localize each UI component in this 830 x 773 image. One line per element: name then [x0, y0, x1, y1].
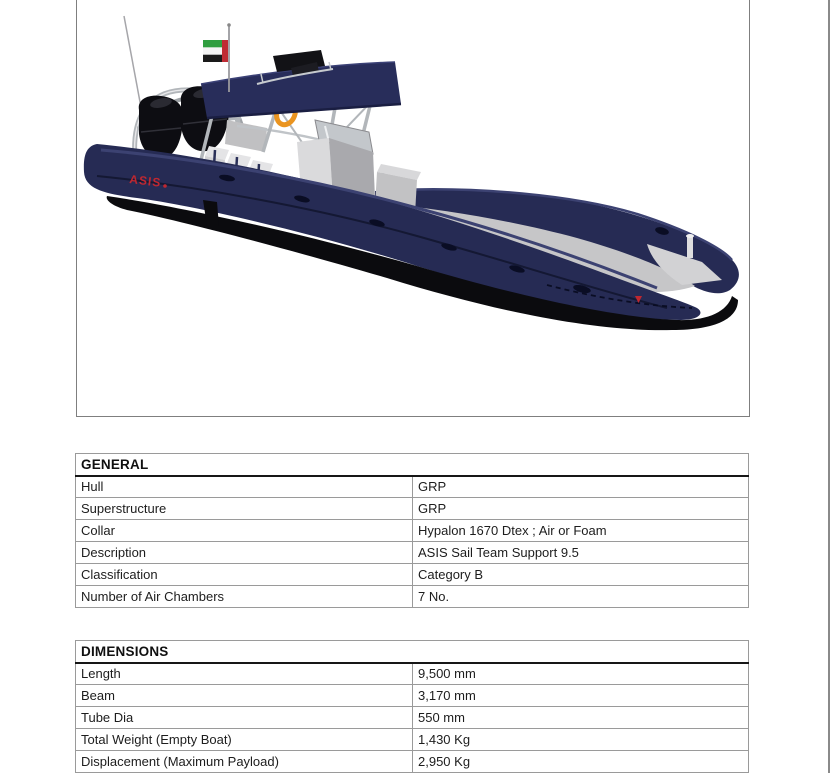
table-row	[76, 498, 749, 520]
table-row	[76, 685, 749, 707]
spec-value-cell: 9,500 mm	[413, 663, 749, 685]
spec-label-cell: Superstructure	[76, 498, 413, 520]
spec-value-cell: ASIS Sail Team Support 9.5	[413, 542, 749, 564]
general-table-title: GENERAL	[76, 454, 749, 476]
boat-image-panel	[76, 0, 750, 417]
asis-logo-text: ASIS	[128, 172, 163, 190]
table-row	[76, 454, 749, 476]
table-row	[76, 542, 749, 564]
table-row	[76, 520, 749, 542]
spec-label-cell: Tube Dia	[76, 707, 413, 729]
spec-value-cell: GRP	[413, 476, 749, 498]
spec-label-cell: Displacement (Maximum Payload)	[76, 751, 413, 773]
spec-label-cell: Length	[76, 663, 413, 685]
table-row	[76, 476, 749, 498]
spec-label-cell: Collar	[76, 520, 413, 542]
spec-value-cell: 2,950 Kg	[413, 751, 749, 773]
spec-value-cell: 3,170 mm	[413, 685, 749, 707]
table-row	[76, 586, 749, 608]
asis-logo-dot	[163, 184, 167, 188]
spec-label-cell: Beam	[76, 685, 413, 707]
spec-label-cell: Classification	[76, 564, 413, 586]
spec-value-cell: 7 No.	[413, 586, 749, 608]
table-row	[76, 729, 749, 751]
spec-value-cell: Category B	[413, 564, 749, 586]
spec-label-cell: Total Weight (Empty Boat)	[76, 729, 413, 751]
spec-value-cell: GRP	[413, 498, 749, 520]
spec-label-cell: Number of Air Chambers	[76, 586, 413, 608]
dimensions-table	[75, 640, 749, 773]
table-row	[76, 751, 749, 773]
dimensions-table-title: DIMENSIONS	[76, 641, 749, 663]
spec-value-cell: 1,430 Kg	[413, 729, 749, 751]
general-table	[75, 453, 749, 608]
spec-value-cell: 550 mm	[413, 707, 749, 729]
boat-illustration	[77, 0, 748, 414]
bow-bollard	[686, 234, 694, 258]
spec-label-cell: Hull	[76, 476, 413, 498]
spec-label-cell: Description	[76, 542, 413, 564]
table-row	[76, 641, 749, 663]
table-row	[76, 564, 749, 586]
table-row	[76, 663, 749, 685]
spec-value-cell: Hypalon 1670 Dtex ; Air or Foam	[413, 520, 749, 542]
table-row	[76, 707, 749, 729]
